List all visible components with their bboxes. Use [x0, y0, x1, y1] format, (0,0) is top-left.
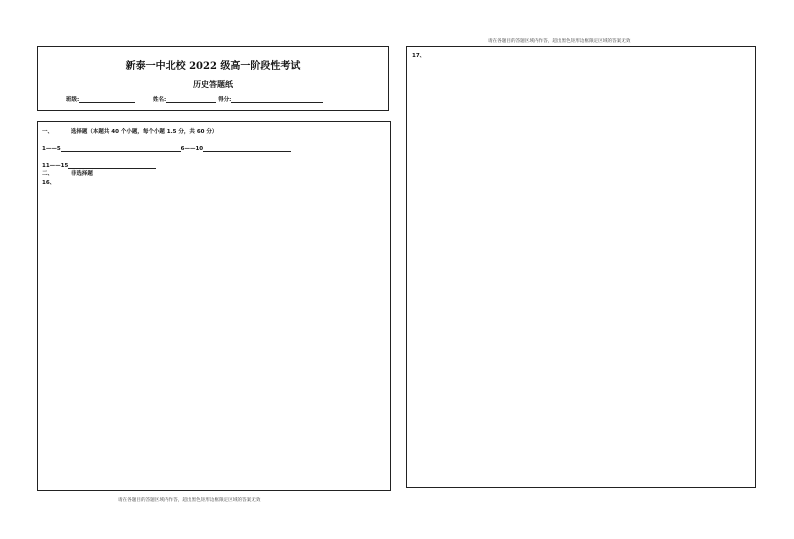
school-title: 新泰一中北校 2022 级高一阶段性考试 — [125, 61, 301, 72]
score-label: 得分: — [218, 97, 232, 103]
answer-area-notice-bottom: 请在各题目的答题区域内作答，超出黑色矩形边框限定区域的答案无效 — [118, 498, 261, 503]
answer-field-11-15[interactable] — [68, 160, 156, 169]
answer-field-1-5[interactable] — [61, 143, 181, 152]
choice-row-1 — [42, 143, 291, 152]
left-answer-box — [37, 121, 391, 491]
info-row — [66, 94, 323, 103]
range-11-15: 11——15 — [42, 163, 69, 169]
paper-title: 历史答题纸 — [193, 79, 233, 89]
section1-number: 一、 — [42, 129, 54, 135]
name-label: 姓名: — [153, 97, 167, 103]
section1-heading — [42, 127, 217, 135]
choice-row-2 — [42, 160, 156, 169]
section1-title: 选择题（本题共 40 个小题，每个小题 1.5 分，共 60 分） — [70, 129, 218, 135]
header-box — [37, 46, 389, 111]
name-field[interactable] — [166, 94, 216, 103]
range-1-5: 1——5 — [42, 146, 61, 152]
class-field[interactable] — [79, 94, 135, 103]
right-answer-box — [406, 46, 756, 488]
answer-area-notice-top: 请在各题目的答题区域内作答，超出黑色矩形边框限定区域的答案无效 — [488, 39, 631, 44]
score-field[interactable] — [231, 94, 323, 103]
section2-heading — [42, 169, 93, 177]
question-16-label: 16、 — [42, 180, 56, 186]
section2-number: 二、 — [42, 171, 54, 177]
class-label: 班级: — [66, 97, 80, 103]
section2-title: 非选择题 — [70, 171, 93, 177]
question-17-label: 17、 — [412, 53, 426, 59]
answer-field-6-10[interactable] — [203, 143, 291, 152]
range-6-10: 6——10 — [180, 146, 204, 152]
